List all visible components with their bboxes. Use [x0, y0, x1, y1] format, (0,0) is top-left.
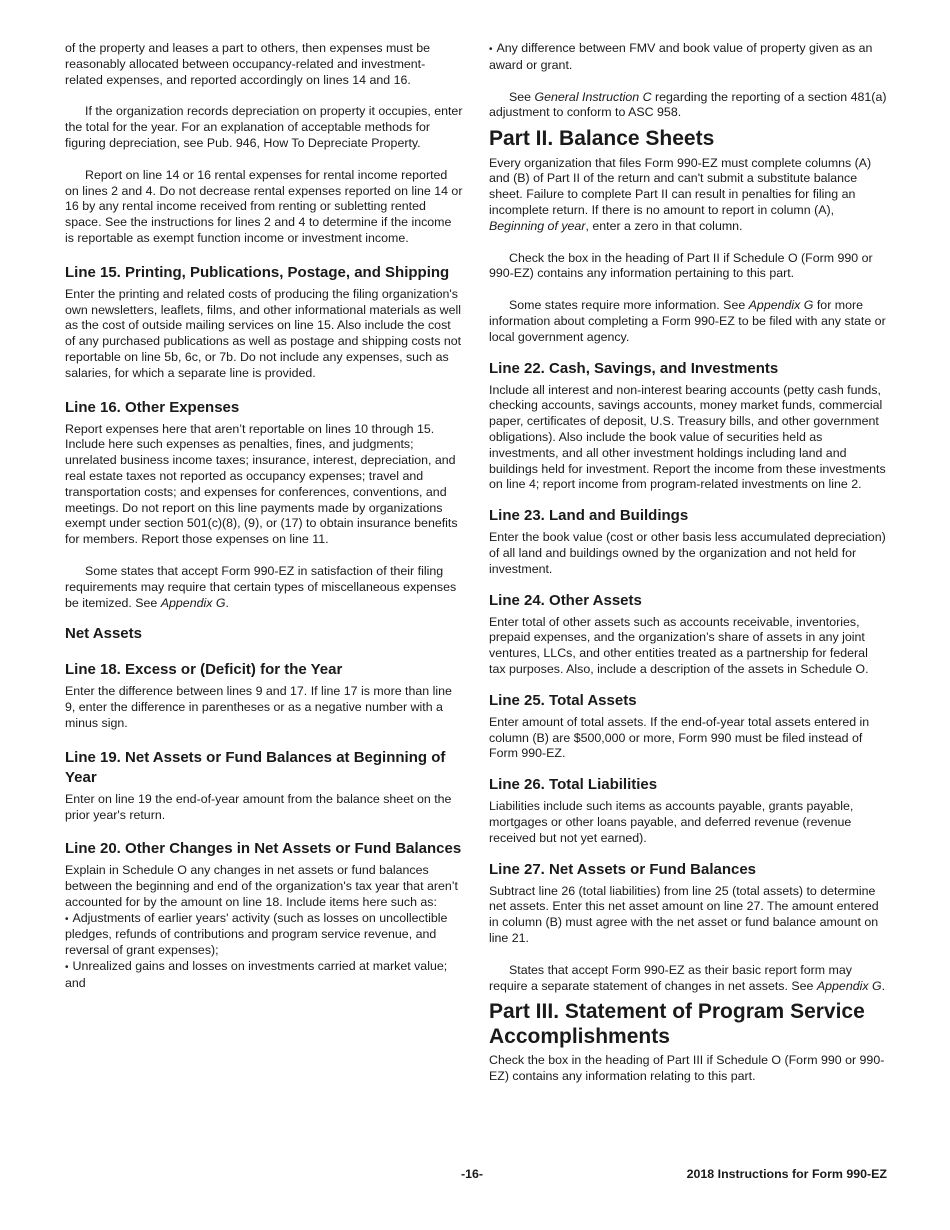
bullet-icon: • [65, 962, 69, 974]
text-run: Some states that accept Form 990-EZ in satisfaction of their filing requirements may require that certain types of miscellaneous expenses be itemized. See [65, 563, 457, 610]
paragraph: of the property and leases a part to others, then expenses must be reasonably allocated between occupancy-related and investment-related expenses, and reported accordingly on lines 14 and 16. [65, 41, 431, 87]
paragraph-line-27: Subtract line 26 (total liabilities) from line 25 (total assets) to determine net assets. Enter this net asset amount on line 27. The amount entered in column (B) must agree with the net asset or fund balance amount on line 21. [489, 883, 879, 945]
general-instruction-c-reference: General Instruction C [534, 89, 652, 104]
beginning-of-year-reference: Beginning of year [489, 218, 586, 233]
page-footer [65, 1167, 887, 1185]
appendix-g-reference: Appendix G [816, 978, 882, 993]
list-item [65, 911, 463, 959]
text-run: Every organization that files Form 990-EZ must complete columns (A) and (B) of Part II of the return and can't submit a substitute balance sheet. Failure to complete Part II can result in penalties for filing an incomplete return. If there is no amount to report in column (A), [489, 155, 872, 218]
heading-line-18: Line 18. Excess or (Deficit) for the Year [65, 661, 343, 679]
heading-line-16: Line 16. Other Expenses [65, 398, 240, 416]
paragraph-part-3: Check the box in the heading of Part III if Schedule O (Form 990 or 990-EZ) contains any information relating to this part. [489, 1053, 885, 1084]
page-number: -16- [461, 1167, 484, 1181]
list-item-text: Unrealized gains and losses on investments carried at market value; and [65, 959, 448, 990]
heading-part-2: Part II. Balance Sheets [489, 127, 715, 151]
heading-line-24: Line 24. Other Assets [489, 591, 642, 609]
text-run: . [881, 978, 886, 993]
list-item-text: Adjustments of earlier years' activity (such as losses on uncollectible pledges, refunds of contributions and program service revenue, and reversal of grant expenses); [65, 910, 448, 958]
paragraph-line-23: Enter the book value (cost or other basis less accumulated depreciation) of all land and buildings owned by the organization and not held for investment. [489, 530, 886, 576]
document-title: 2018 Instructions for Form 990-EZ [686, 1167, 887, 1181]
paragraph-line-25: Enter amount of total assets. If the end-of-year total assets entered in column (B) are $500,000 or more, Form 990 must be filed instead of Form 990-EZ. [489, 714, 870, 761]
heading-line-26: Line 26. Total Liabilities [489, 776, 658, 794]
paragraph: Report on line 14 or 16 rental expenses for rental income reported on lines 2 and 4. Do not decrease rental expenses reported on line 14 or 16 by any rental income received from renting or subletting rented space. See the instructions for lines 2 and 4 to determine if the income is reportable as exempt function income or investment income. [65, 167, 463, 245]
paragraph-line-20: Explain in Schedule O any changes in net assets or fund balances between the beginning and end of the organization's tax year that aren’t accounted for by the amount on line 18. Include items here such as: [65, 863, 458, 909]
heading-line-19: Line 19. Net Assets or Fund Balances at Beginning of Year [65, 748, 446, 786]
heading-line-20: Line 20. Other Changes in Net Assets or Fund Balances [65, 840, 462, 858]
paragraph-part-2-states [489, 298, 887, 345]
paragraph-line-26: Liabilities include such items as accounts payable, grants payable, mortgages or other loans payable, and deferred revenue (revenue received but not yet earned). [489, 799, 854, 845]
text-run: . [225, 595, 229, 610]
paragraph-line-22: Include all interest and non-interest bearing accounts (petty cash funds, checking accounts, savings accounts, money market funds, commercial paper, certificates of deposit, U.S. Treasury bills, and other government obligations). Also include the book value of securities held as investments, and all other investment holdings including land and buildings held for investment. Report the income from these investments on line 4; report income from program-related investments on line 2. [489, 382, 886, 492]
heading-line-22: Line 22. Cash, Savings, and Investments [489, 359, 779, 377]
paragraph-line-15: Enter the printing and related costs of producing the filing organization's own newsletters, leaflets, films, and other informational materials as well as the cost of outside mailing services on line 15. Also include the cost of any purchased publications as well as postage and shipping costs not reportable on line 5b, 6c, or 7b. Do not include any expenses, such as salaries, for which a separate line is provided. [65, 286, 462, 380]
appendix-g-reference: Appendix G [160, 595, 226, 610]
paragraph-line-24: Enter total of other assets such as accounts receivable, inventories, prepaid expenses, and the organization’s share of assets in any joint ventures, LLCs, and other entities treated as a partnership for federal tax purposes. Also, include a description of the assets in Schedule O. [489, 614, 869, 677]
heading-net-assets: Net Assets [65, 625, 142, 643]
right-column [489, 41, 887, 1085]
text-run: Some states require more information. See [509, 298, 749, 313]
bullet-list-line-20 [65, 911, 463, 992]
paragraph-part-2 [489, 156, 887, 235]
text-run: for more information about completing a Form 990-EZ to be filed with any state or local government agency. [489, 298, 886, 344]
text-run: , enter a zero in that column. [585, 218, 743, 233]
text-run: See [509, 89, 535, 104]
paragraph-line-16-states [65, 564, 463, 611]
paragraph-general-instruction [489, 90, 887, 122]
bullet-list-top [489, 41, 887, 74]
heading-line-15: Line 15. Printing, Publications, Postage, and Shipping [65, 263, 450, 281]
heading-line-27: Line 27. Net Assets or Fund Balances [489, 860, 757, 878]
paragraph-part-2-check: Check the box in the heading of Part II if Schedule O (Form 990 or 990-EZ) contains any information pertaining to this part. [489, 250, 873, 281]
paragraph-line-27-states [489, 963, 887, 995]
paragraph: If the organization records depreciation on property it occupies, enter the total for the year. For an explanation of acceptable methods for figuring depreciation, see Pub. 946, How To Depreciate Property. [65, 104, 463, 150]
bullet-icon: • [489, 44, 493, 55]
left-column [65, 41, 463, 992]
list-item [65, 959, 463, 992]
heading-line-23: Line 23. Land and Buildings [489, 507, 689, 525]
text-run: States that accept Form 990-EZ as their basic report form may require a separate statement of changes in net assets. See [489, 962, 852, 993]
list-item-text: Any difference between FMV and book value of property given as an award or grant. [489, 41, 873, 72]
paragraph-line-16: Report expenses here that aren’t reportable on lines 10 through 15. Include here such expenses as penalties, fines, and judgments; unrelated business income taxes; insurance, interest, depreciation, and real estate taxes not reported as occupancy expenses; travel and transportation costs; and expenses for conferences, conventions, and meetings. Do not report on this line payments made by organizations exempt under section 501(c)(8), (9), or (17) to obtain insurance benefits for members. Report those expenses on line 11. [65, 421, 458, 547]
heading-line-25: Line 25. Total Assets [489, 691, 637, 709]
appendix-g-reference: Appendix G [748, 298, 814, 313]
bullet-icon: • [65, 913, 69, 925]
text-run: regarding the reporting of a section 481(a) adjustment to conform to ASC 958. [489, 89, 887, 120]
paragraph-line-18: Enter the difference between lines 9 and 17. If line 17 is more than line 9, enter the difference in parentheses or as a negative number with a minus sign. [65, 684, 452, 730]
heading-part-3: Part III. Statement of Program Service Accomplishments [489, 1000, 865, 1048]
list-item [489, 41, 887, 74]
paragraph-line-19: Enter on line 19 the end-of-year amount from the balance sheet on the prior year's return. [65, 791, 452, 822]
